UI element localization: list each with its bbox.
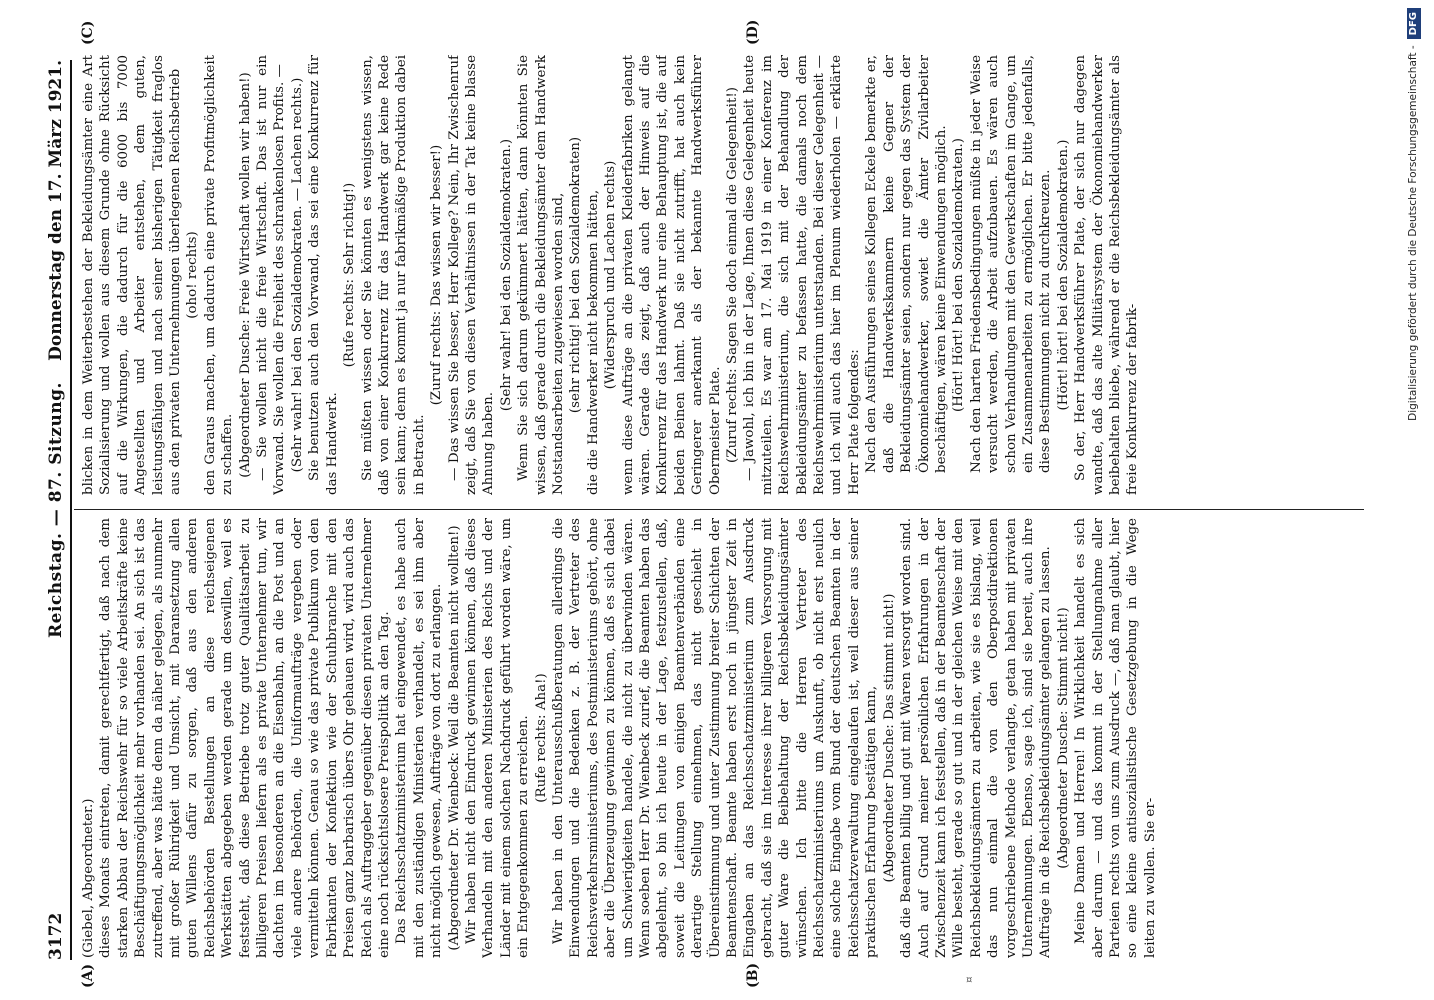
running-header: [46, 60, 70, 960]
paragraph: — Das wissen Sie besser, Herr Kollege? Nein, Ihr Zwischenruf zeigt, daß Sie von diesen Verhältnissen in der Tat keine blasse Ahnung haben.: [446, 55, 497, 495]
paragraph: Meine Damen und Herren! In Wirklichkeit handelt es sich aber darum — und das kommt in der Stellungnahme aller Parteien rechts von uns zum Ausdruck —, daß man glaubt, hier so eine kleine antisozialistische Gesetzgebung in die Wege leiten zu wollen. Sie er-: [1073, 518, 1158, 958]
paragraph: Nach den Ausführungen seines Kollegen Eckele bemerkte er, daß die Handwerkskammern keine Gegner der Bekleidungsämter seien, sondern nur gegen das System der Ökonomiehandwerker, sowiet die Ämter Zivilarbeiter beschäftigen, wären keine Einwendungen möglich.: [864, 55, 949, 473]
paragraph: Sie müßten wissen oder Sie könnten es wenigstens wissen, daß von einer Konkurrenz für das Handwerk gar keine Rede sein kann; denn es kommt ja nur fabrikmäßige Produktion dabei in Betracht.: [359, 55, 427, 495]
interjection: (Hört! hört! bei den Sozialdemokraten.): [1055, 139, 1071, 411]
paragraph: Das Reichsschatzministerium hat eingewendet, es habe auch mit den zuständigen Ministerien verhandelt, es sei ihm aber nicht möglich gewesen, Aufträge von dort zu erlangen.: [394, 518, 445, 958]
paragraph: dieses Monats eintreten, damit gerechtfertigt, daß nach dem starken Abbau der Reichswehr für so viele Arbeitskräfte keine Beschäftigungsmöglichkeit mehr vorhanden sei. An sich ist das zutreffend, aber was hätte denn da näher gelegen, als nunmehr mit großer Rührigkeit und Umsicht, mit Daransetzung allen guten Willens dafür zu sorgen, daß aus den anderen Reichsbehörden Bestellungen an diese reichseigenen Werkstätten abgegeben werden gerade um deswillen, weil es feststeht, daß diese Betriebe trotz guter Qualitätsarbeit zu billigeren Preisen liefern als es private Unternehmer tun, wir dachten im besonderen an die Eisenbahn, an die Post und an viele andere Behörden, die Uniformaufträge vergeben oder vermitteln können. Genau so wie das private Publikum von den Fabrikanten der Konfektion wie der Schuhbranche mit den Preisen ganz barbarisch übers Ohr gehauen wird, wird auch das Reich als Auftraggeber gegenüber diesen privaten Unternehmer eine noch rücksichtslosere Preispolitik an den Tag.: [98, 518, 392, 958]
paragraph: den Garaus machen, um dadurch eine private Profitmöglichkeit zu schaffen.: [202, 55, 236, 495]
interjection: (Sehr wahr! bei den Sozialdemokraten. — Lachen rechts.): [289, 77, 305, 473]
paragraph: daß die Beamten billig und gut mit Waren versorgt worden sind. Auch auf Grund meiner persönlichen Erfahrungen in der Zwischenzeit kann ich feststellen, daß in der Beamtenschaft der Wille besteht, gerade so gut und in der gleichen Weise mit den Reichsbekleidungsämtern zu arbeiten, wie sie es bislang, weil das nun einmal die von den Oberpostdirektionen vorgeschriebene Methode verlangte, getan haben mit privaten Unternehmungen. Ebenso, sage ich, sind sie bereit, auch ihre Aufträge in die Reichsbekleidungsämter gelangen zu lassen.: [899, 518, 1054, 958]
session-title: Reichstag. — 87. Sitzung.: [46, 382, 66, 638]
paragraph: — Sie wollen nicht die freie Wirtschaft. Das ist nur ein Vorwand. Sie wollen die Freiheit des schrankenlosen Profits. —: [255, 55, 288, 495]
margin-letter-d: (D): [745, 19, 761, 45]
margin-letter-c: (C): [80, 20, 96, 45]
paragraph: Wir haben in den Unterausschußberatungen allerdings die Einwendungen und die Bedenken z. B. der Vertreter des Reichsverkehrsministeriums, des Postministeriums gehört, ohne aber die Überzeugung gewinnen zu können, daß es sich dabei um Schwierigkeiten handele, die nicht zu überwinden wären. Wenn soeben Herr Dr. Wienbeck zurief, die Beamten haben das abgelehnt, so bin ich heute in der Lage, festzustellen, daß, soweit die Leitungen von einigen Beamtenverbänden eine derartige Stellung einnehmen, das nicht geschieht in Übereinstimmung und unter Zustimmung breiter Schichten der Beamtenschaft. Beamte haben erst noch in jüngster Zeit in Eingaben an das Reichsschatzministerium zum Ausdruck gebracht, daß sie im Interesse ihrer billigeren Versorgung mit guter Ware die Beibehaltung der Reichsbekleidungsämter wünschen. Ich bitte die Herren Vertreter des Reichsschatzministeriums um Auskunft, ob nicht erst neulich eine solche Eingabe vom Bund der deutschen Beamten in der Reichsschatzverwaltung eingelaufen ist, weil dieser aus seiner praktischen Erfahrung bestätigen kann,: [550, 518, 880, 958]
interjection: (sehr richtig! bei den Sozialdemokraten): [568, 136, 584, 414]
digitization-credit: [1398, 8, 1428, 888]
paragraph: wenn diese Aufträge an die privaten Kleiderfabriken gelangt wären. Gerade das zeigt, daß auch der Hinweis auf die Konkurrenz für das Handwerk nur eine Behauptung ist, die auf beiden Beinen lahmt. Daß sie nicht zutrifft, hat auch kein Geringerer anerkannt als der bekannte Handwerksführer Obermeister Plate.: [620, 55, 723, 495]
interjection: (Hört! Hört! bei den Sozialdemokraten.): [951, 138, 967, 412]
paragraph: Sie benutzen auch den Vorwand, das sei eine Konkurrenz für das Handwerk.: [307, 55, 340, 495]
interjection: (Widerspruch und Lachen rechts): [603, 160, 619, 390]
interjection: (Abgeordneter Dr. Wienbeck: Weil die Beamten nicht wollten!): [446, 525, 462, 951]
interjection: (Zuruf rechts: Sagen Sie doch einmal die Gelegenheit!): [725, 87, 741, 463]
interjection: (Abgeordneter Dusche: Das stimmt nicht!): [881, 593, 897, 883]
margin-letter-a: (A): [80, 963, 96, 988]
paragraph: Wir haben nicht den Eindruck gewinnen können, daß dieses Verhandeln mit den anderen Ministerien des Reichs und der Länder mit einem solchen Nachdruck geführt worden wäre, um ein Entgegenkommen zu erreichen.: [463, 518, 532, 958]
interjection: (Abgeordneter Dusche: Freie Wirtschaft wollen wir haben!): [237, 72, 253, 478]
interjection: (Sehr wahr! bei den Sozialdemokraten.): [498, 138, 514, 412]
margin-letter-b: (B): [745, 962, 761, 988]
paragraph: Nach den harten Friedensbedingungen müßte in jeder Weise versucht werden, die Arbeit aufzubauen. Es wären auch schon Verhandlungen mit den Gewerkschaften im Gange, um ein Zusammenarbeiten zu ermöglichen. Er bitte jedenfalls, diese Bestimmungen nicht zu durchkreuzen.: [968, 55, 1054, 473]
left-text-column: [80, 518, 1365, 958]
paragraph: (Giebel, Abgeordneter.): [81, 798, 96, 958]
session-date: Donnerstag den 17. März 1921.: [46, 60, 66, 361]
paragraph: — Jawohl, ich bin in der Lage, Ihnen diese Gelegenheit heute mitzuteilen. Es war am 17. Mai 1919 in einer Konferenz im Reichswehrministerium, die sich mit der Behandlung der Bekleidungsämter zu befassen hatte, die damals noch dem Reichswehrministerium unterstanden. Bei dieser Gelegenheit — und ich will auch das hier im Plenum wiederholen — erklärte Herr Plate folgendes:: [742, 55, 862, 495]
interjection: (Rufe rechts: Aha!): [533, 673, 549, 803]
paragraph: blicken in dem Weiterbestehen der Bekleidungsämter eine Art Sozialisierung und wollen aus diesem Grunde ohne Rücksicht auf die Wirkungen, die dadurch für die 6000 bis 7000 Angestellten und Arbeiter entstehen, dem guten, leistungsfähigen und nach seiner bisherigen Tätigkeit fraglos aus den privaten Unternehmungen überlegenen Reichsbetrieb: [81, 55, 184, 495]
credit-text: Digitalisierung gefördert durch die Deutsche Forschungsgemeinschaft -: [1407, 45, 1419, 421]
paragraph: So der, Herr Handwerksführer Plate, der sich nur dagegen wandte, daß das alte Militärsystem der Ökonomiehandwerker beibehalten bliebe, während er die Reichsbekleidungsämter als freie Konkurrenz der fabrik-: [1073, 55, 1141, 495]
header-rule: [70, 60, 72, 960]
page-number: 3172: [46, 912, 66, 960]
interjection: (Rufe rechts: Sehr richtig!): [342, 182, 358, 368]
dfg-logo: DFG: [1407, 8, 1421, 39]
interjection: (Zuruf rechts: Das wissen wir besser!): [429, 144, 445, 406]
paragraph: die die Handwerker nicht bekommen hätten,: [585, 189, 601, 495]
interjection: (Abgeordneter Dusche: Stimmt nicht!): [1055, 607, 1071, 869]
column-divider: [74, 509, 1364, 510]
paragraph: Wenn Sie sich darum gekümmert hätten, dann könnten Sie wissen, daß gerade durch die Bekleidungsämter dem Handwerk Notstandsarbeiten zugewiesen worden sind,: [516, 55, 566, 495]
right-text-column: [80, 55, 1365, 495]
scan-speck: ¤: [966, 975, 973, 986]
interjection: (oho! rechts): [185, 231, 201, 319]
